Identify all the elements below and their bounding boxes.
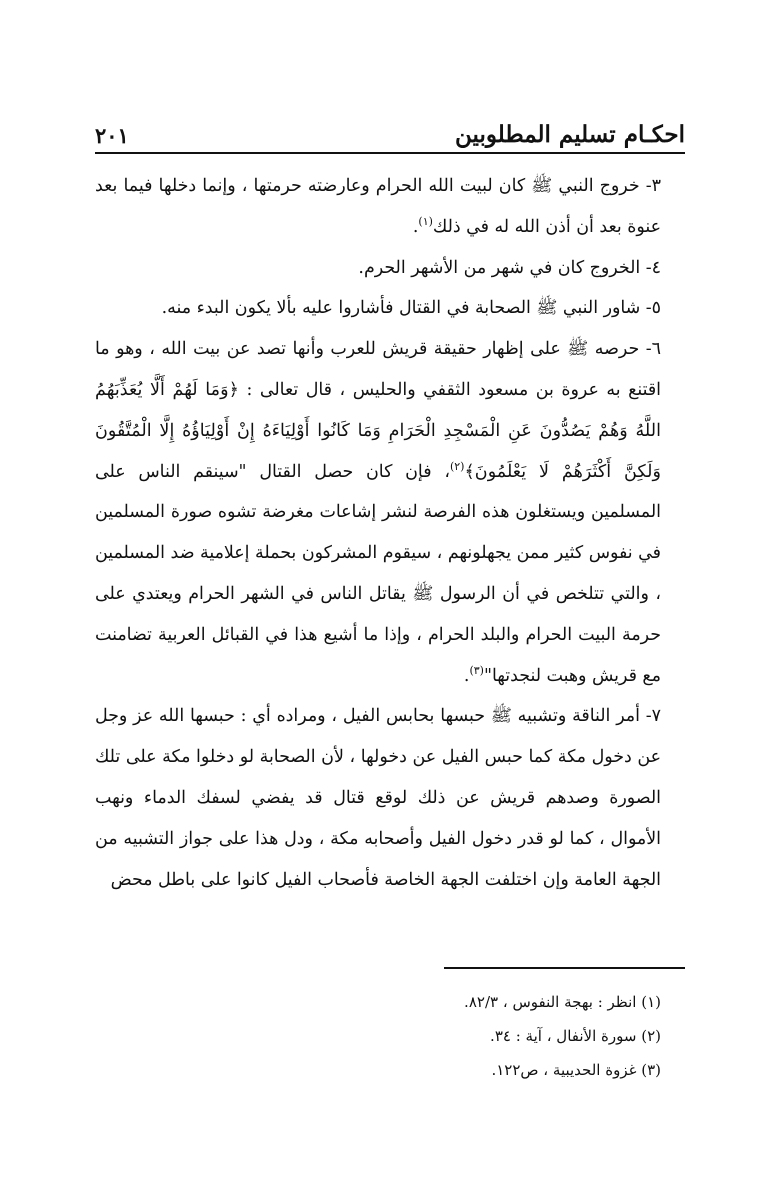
paragraph-text: ، فإن كان حصل القتال "سينقم الناس على المسلمين ويستغلون هذه الفرصة لنشر إشاعات مغرضة تشوه صورة المسلمين في نفوس كثير ممن يجهلونهم ، سيقوم المشركون بحملة إعلامية ضد المسلمين ، والتي تتلخص في أن الرسول ﷺ يقاتل الناس في الشهر الحرام ويعتدي على حرمة البيت الحرام والبلد الحرام ، وإذا ما أشيع هذا في القبائل العربية تضامنت مع قريش وهبت لنجدتها" — [95, 461, 661, 686]
paragraph-point-4: ٤- الخروج كان في شهر من الأشهر الحرم. — [358, 257, 661, 278]
paragraph-text: ٦- حرصه ﷺ على إظهار حقيقة قريش للعرب وأنها تصد عن بيت الله ، وهو ما اقتنع به عروة بن مسعود الثقفي والحليس ، قال تعالى : — [95, 339, 661, 400]
footnote-2: (٢) سورة الأنفال ، آية : ٣٤. — [490, 1027, 661, 1045]
punctuation: . — [463, 665, 470, 686]
punctuation: . — [412, 216, 419, 237]
running-title: احكـام تسليم المطلوبين — [455, 121, 685, 148]
page-header — [95, 112, 685, 148]
paragraph-point-7: ٧- أمر الناقة وتشبيه ﷺ حبسها بحابس الفيل ، ومراده أي : حبسها الله عز وجل عن دخول مكة كما حبس الفيل عن دخولها ، لأن الصحابة لو دخلوا مكة على تلك الصورة وصدهم قريش عن ذلك لوقع قتال قد يفضي لسفك الدماء ونهب الأموال ، كما لو قدر دخول الفيل وأصحابه مكة ، ودل هذا على جواز التشبيه من الجهة العامة وإن اختلفت الجهة الخاصة فأصحاب الفيل كانوا على باطل محض — [95, 706, 661, 890]
paragraph-point-5: ٥- شاور النبي ﷺ الصحابة في القتال فأشاروا عليه بألا يكون البدء منه. — [161, 298, 661, 319]
paragraph-point-6 — [95, 329, 685, 696]
page-number: ٢٠١ — [95, 123, 129, 148]
footnote-divider — [444, 967, 685, 969]
footnote-ref-3[interactable]: (٣) — [469, 663, 484, 677]
footnotes — [95, 985, 661, 1087]
header-divider — [95, 152, 685, 154]
footnote-ref-2[interactable]: (٢) — [449, 459, 465, 473]
footnote-3: (٣) غزوة الحديبية ، ص١٢٢. — [491, 1061, 661, 1079]
footnote-ref-1[interactable]: (١) — [418, 215, 433, 228]
main-text — [95, 166, 685, 900]
paragraph-point-3 — [95, 166, 685, 248]
footnote-1: (١) انظر : بهجة النفوس ، ٨٢/٣. — [464, 993, 661, 1011]
quran-verse: ﴿وَمَا لَهُمْ أَلَّا يُعَذِّبَهُمُ اللَّهُ وَهُمْ يَصُدُّونَ عَنِ الْمَسْجِدِ الْحَرَامِ وَمَا كَانُوا أَوْلِيَاءَهُ إِنْ أَوْلِيَاؤُهُ إِلَّا الْمُتَّقُونَ وَلَكِنَّ أَكْثَرَهُمْ لَا يَعْلَمُونَ﴾ — [95, 379, 661, 482]
paragraph-text: ٣- خروج النبي ﷺ كان لبيت الله الحرام وعارضته حرمتها ، وإنما دخلها فيما بعد عنوة بعد أن أذن الله له في ذلك — [95, 176, 661, 237]
